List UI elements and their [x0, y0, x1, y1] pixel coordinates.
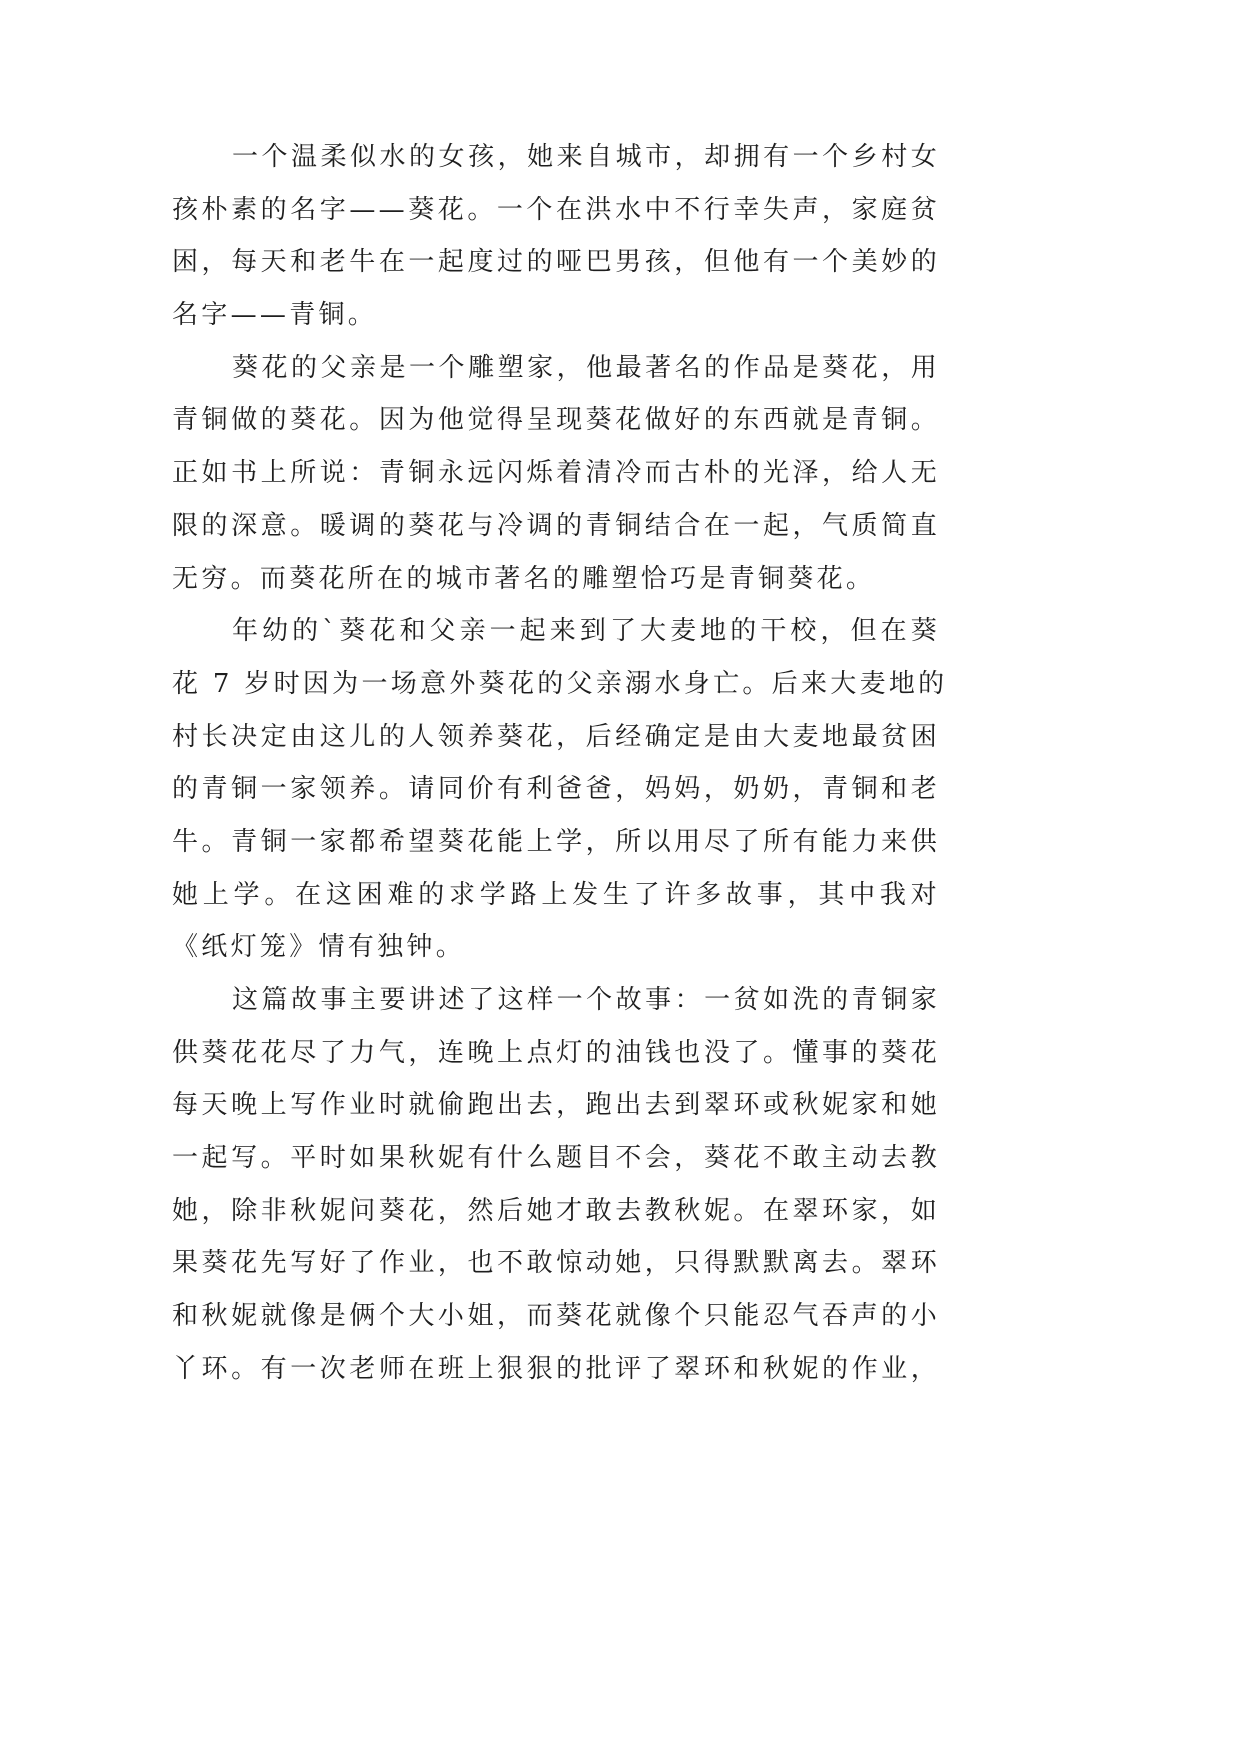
- text-line: 的青铜一家领养。请同价有利爸爸，妈妈，奶奶，青铜和老: [172, 774, 940, 805]
- text-line: 正如书上所说：青铜永远闪烁着清冷而古朴的光泽，给人无: [172, 458, 940, 489]
- text-line: 牛。青铜一家都希望葵花能上学，所以用尽了所有能力来供: [172, 826, 940, 857]
- text-line: 孩朴素的名字——葵花。一个在洪水中不行幸失声，家庭贫: [172, 194, 940, 225]
- text-line: 限的深意。暖调的葵花与冷调的青铜结合在一起，气质简直: [172, 510, 940, 541]
- text-line: 年幼的`葵花和父亲一起来到了大麦地的干校，但在葵: [232, 616, 940, 647]
- text-line: 花 7 岁时因为一场意外葵花的父亲溺水身亡。后来大麦地的: [172, 668, 948, 699]
- paragraph: [172, 131, 940, 342]
- text-line: 《纸灯笼》情有独钟。: [172, 932, 466, 963]
- text-line: 丫环。有一次老师在班上狠狠的批评了翠环和秋妮的作业，: [172, 1353, 940, 1384]
- text-line: 困，每天和老牛在一起度过的哑巴男孩，但他有一个美妙的: [172, 247, 940, 278]
- text-line: 她，除非秋妮问葵花，然后她才敢去教秋妮。在翠环家，如: [172, 1195, 940, 1226]
- text-line: 她上学。在这困难的求学路上发生了许多故事，其中我对: [172, 879, 940, 910]
- text-line: 供葵花花尽了力气，连晚上点灯的油钱也没了。懂事的葵花: [172, 1037, 940, 1068]
- text-line: 果葵花先写好了作业，也不敢惊动她，只得默默离去。翠环: [172, 1248, 940, 1279]
- text-line: 无穷。而葵花所在的城市著名的雕塑恰巧是青铜葵花。: [172, 563, 876, 594]
- paragraph: [172, 342, 940, 605]
- text-line: 这篇故事主要讲述了这样一个故事：一贫如洗的青铜家: [232, 985, 940, 1015]
- text-line: 和秋妮就像是俩个大小姐，而葵花就像个只能忍气吞声的小: [172, 1301, 940, 1332]
- text-line: 青铜做的葵花。因为他觉得呈现葵花做好的东西就是青铜。: [172, 405, 940, 436]
- text-line: 名字——青铜。: [172, 300, 378, 331]
- text-line: 村长决定由这儿的人领养葵花，后经确定是由大麦地最贫困: [172, 721, 940, 752]
- text-line: 一起写。平时如果秋妮有什么题目不会，葵花不敢主动去教: [172, 1143, 940, 1174]
- text-line: 一个温柔似水的女孩，她来自城市，却拥有一个乡村女: [232, 142, 940, 172]
- text-line: 葵花的父亲是一个雕塑家，他最著名的作品是葵花，用: [232, 352, 940, 383]
- paragraph: [172, 974, 940, 1396]
- paragraph: [172, 605, 948, 974]
- text-line: 每天晚上写作业时就偷跑出去，跑出去到翠环或秋妮家和她: [172, 1090, 940, 1121]
- body-text: [172, 131, 948, 1396]
